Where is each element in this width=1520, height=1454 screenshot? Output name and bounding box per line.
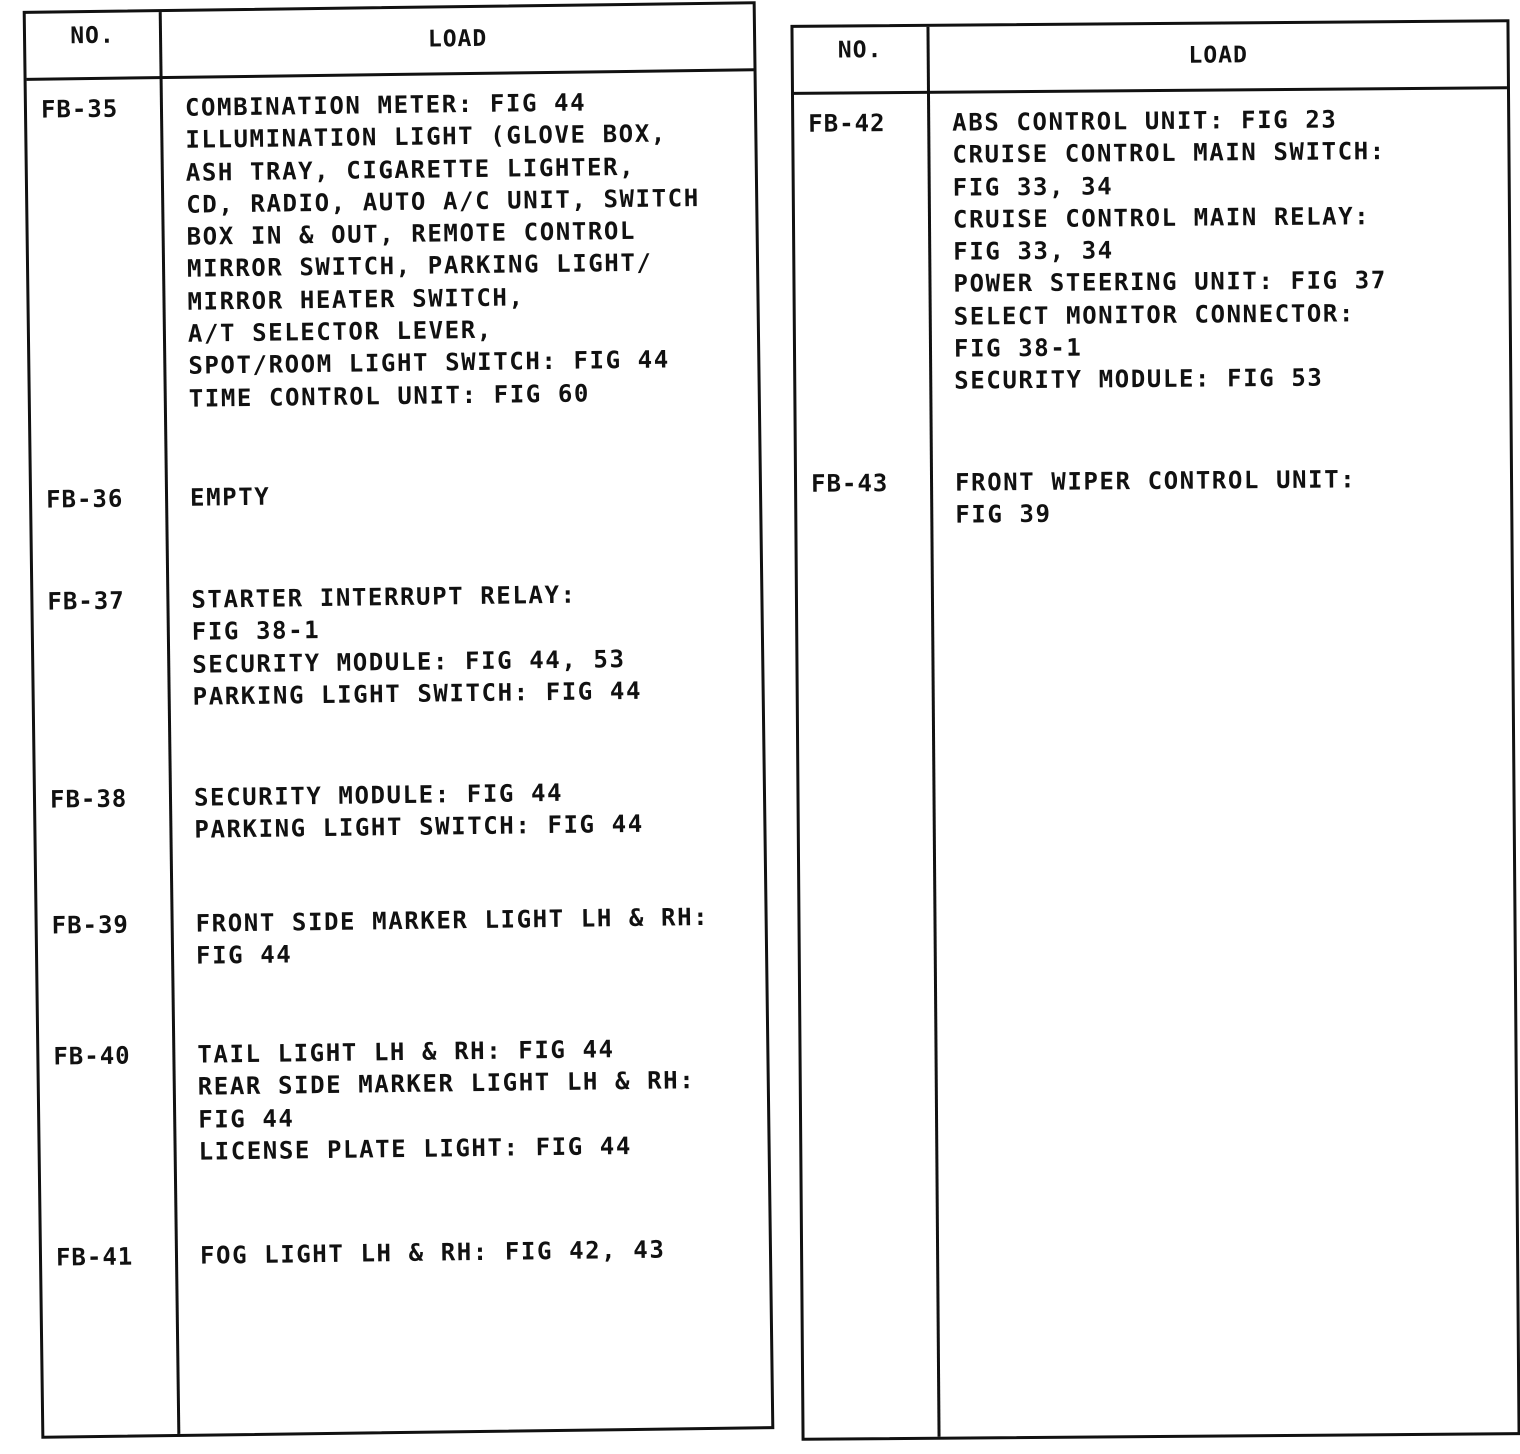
header-load: LOAD	[427, 25, 488, 53]
fuse-number: FB-39	[51, 910, 130, 940]
load-line: LICENSE PLATE LIGHT: FIG 44	[198, 1131, 633, 1166]
load-line: CD, RADIO, AUTO A/C UNIT, SWITCH	[186, 183, 700, 219]
load-line: SECURITY MODULE: FIG 53	[954, 364, 1324, 395]
load-line: FIG 44	[198, 1103, 295, 1134]
table-row	[39, 1031, 766, 1166]
fuse-number: FB-42	[808, 109, 886, 138]
load-description	[190, 474, 753, 514]
load-line: FIG 33, 34	[952, 171, 1114, 202]
column-divider	[926, 27, 940, 1437]
load-line: EMPTY	[189, 482, 271, 512]
load-description	[191, 576, 756, 713]
load-line: TIME CONTROL UNIT: FIG 60	[188, 379, 591, 413]
load-description	[952, 102, 1503, 397]
load-description	[185, 84, 752, 414]
load-line: SPOT/ROOM LIGHT SWITCH: FIG 44	[188, 345, 670, 381]
fuse-number: FB-40	[53, 1041, 131, 1071]
fuse-number: FB-35	[40, 94, 119, 124]
load-line: FIG 39	[955, 500, 1052, 529]
header-load: LOAD	[1188, 42, 1248, 69]
header-no: NO.	[70, 22, 115, 50]
load-line: FOG LIGHT LH & RH: FIG 42, 43	[199, 1235, 666, 1270]
load-description	[194, 774, 758, 846]
table-row	[37, 900, 764, 970]
load-line: FIG 38-1	[191, 616, 321, 646]
table-row	[36, 774, 763, 844]
load-line: FIG 38-1	[953, 333, 1083, 363]
load-line: FIG 33, 34	[953, 236, 1114, 266]
fuse-load-table-left	[23, 1, 775, 1438]
load-line: MIRROR SWITCH, PARKING LIGHT/	[186, 249, 653, 284]
load-line: A/T SELECTOR LEVER,	[187, 315, 494, 348]
fuse-number: FB-37	[47, 586, 125, 616]
load-line: FRONT SIDE MARKER LIGHT LH & RH:	[195, 902, 710, 938]
load-line: ABS CONTROL UNIT: FIG 23	[952, 105, 1338, 137]
fuse-load-table-right	[790, 19, 1520, 1441]
load-description	[195, 900, 759, 972]
load-line: PARKING LIGHT SWITCH: FIG 44	[194, 810, 644, 844]
load-line: PARKING LIGHT SWITCH: FIG 44	[192, 676, 643, 711]
load-line: STARTER INTERRUPT RELAY:	[191, 580, 577, 614]
fuse-number: FB-41	[55, 1242, 134, 1272]
header-no: NO.	[837, 37, 883, 64]
load-line: FIG 44	[195, 940, 293, 970]
load-line: COMBINATION METER: FIG 44	[184, 88, 587, 122]
load-line: SECURITY MODULE: FIG 44	[193, 778, 564, 812]
load-line: FRONT WIPER CONTROL UNIT:	[954, 465, 1357, 497]
load-description	[955, 462, 1504, 531]
table-row	[794, 102, 1507, 395]
fuse-number: FB-38	[49, 784, 128, 814]
fuse-number: FB-36	[45, 484, 124, 514]
load-line: REAR SIDE MARKER LIGHT LH & RH:	[197, 1066, 696, 1101]
load-line: BOX IN & OUT, REMOTE CONTROL	[186, 217, 637, 251]
table-row	[27, 84, 754, 413]
table-header	[26, 4, 754, 81]
load-line: SELECT MONITOR CONNECTOR:	[953, 299, 1356, 331]
load-line: POWER STEERING UNIT: FIG 37	[953, 266, 1387, 299]
load-line: CRUISE CONTROL MAIN SWITCH:	[952, 137, 1386, 169]
load-line: CRUISE CONTROL MAIN RELAY:	[952, 202, 1371, 234]
load-line: ILLUMINATION LIGHT (GLOVE BOX,	[185, 119, 668, 155]
table-row	[42, 1232, 769, 1272]
load-description	[197, 1031, 762, 1168]
table-row	[32, 474, 759, 514]
load-description	[200, 1232, 763, 1272]
fuse-number: FB-43	[810, 469, 889, 498]
load-line: MIRROR HEATER SWITCH,	[187, 283, 525, 316]
load-line: TAIL LIGHT LH & RH: FIG 44	[197, 1035, 615, 1069]
load-line: SECURITY MODULE: FIG 44, 53	[192, 644, 626, 679]
load-line: ASH TRAY, CIGARETTE LIGHTER,	[185, 152, 636, 187]
column-divider	[159, 12, 181, 1434]
table-row	[33, 576, 760, 711]
table-header	[793, 22, 1507, 95]
table-row	[797, 462, 1510, 529]
